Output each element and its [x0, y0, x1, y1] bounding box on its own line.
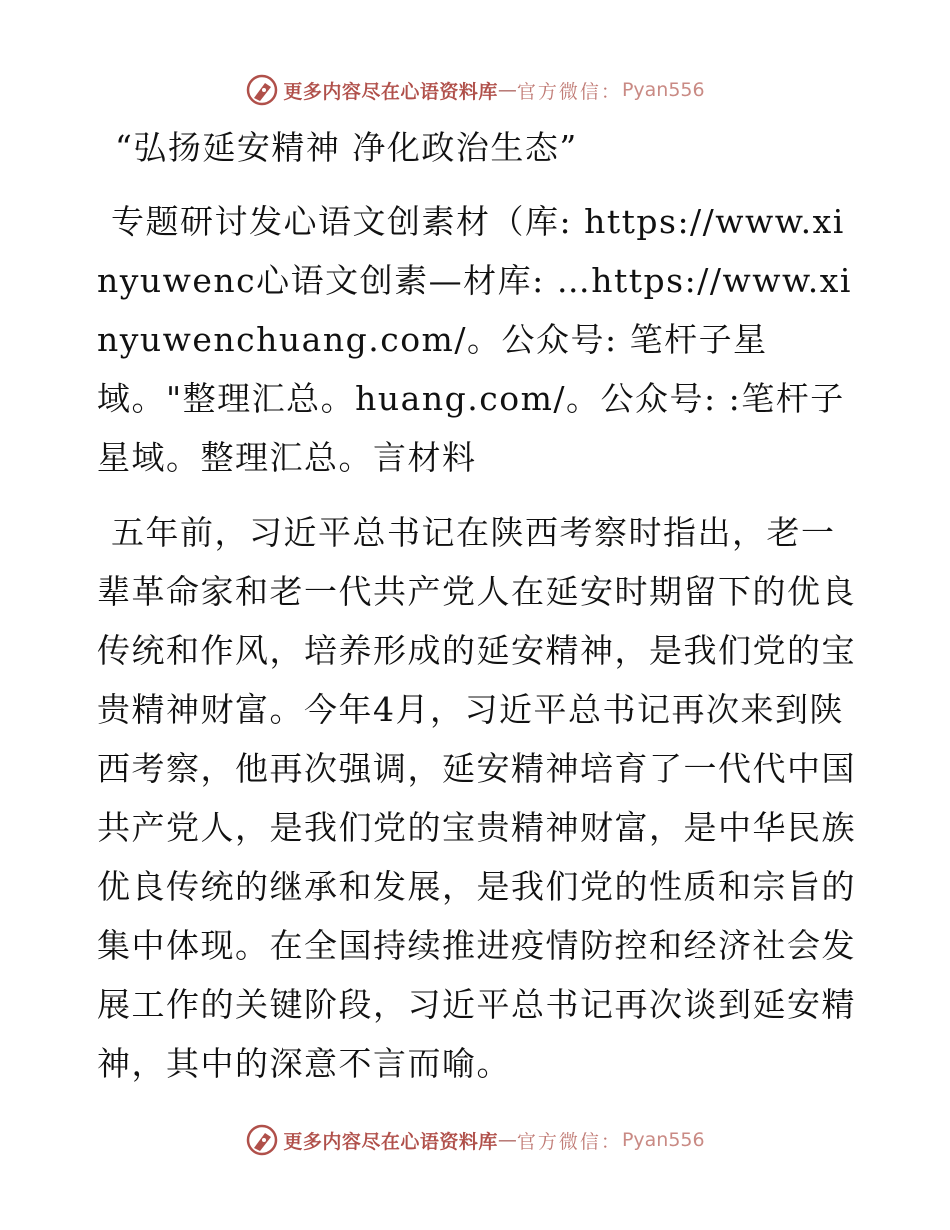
header-watermark-banner — [0, 70, 950, 110]
banner-wechat-id: Pyan556 — [621, 1129, 705, 1151]
banner-brand-text: 更多内容尽在心语资料库 — [283, 1130, 498, 1153]
pen-nib-logo-icon — [245, 1123, 279, 1157]
banner-wechat-label: 官方微信： — [516, 1130, 622, 1153]
document-title: “弘扬延安精神 净化政治生态” — [115, 128, 578, 167]
pen-nib-logo-icon — [245, 73, 279, 107]
banner-brand-text: 更多内容尽在心语资料库 — [283, 80, 498, 103]
banner-separator: — — [497, 1129, 517, 1151]
banner-wechat-id: Pyan556 — [621, 79, 705, 101]
banner-wechat-label: 官方微信： — [516, 80, 622, 103]
banner-separator: — — [497, 79, 517, 101]
document-body — [97, 122, 857, 1109]
paragraph-source-note: 专题研讨发心语文创素材（库: https://www.xinyuwenc心语文创素—材库: …https://www.xinyuwenchuang.com/。公众号: 笔杆子星域。"整理汇总。huang.com/。公众号: :笔杆子星域。整理汇总。言材料 — [97, 202, 852, 477]
paragraph-main: 五年前，习近平总书记在陕西考察时指出，老一辈革命家和老一代共产党人在延安时期留下的优良传统和作风，培养形成的延安精神，是我们党的宝贵精神财富。今年4月，习近平总书记再次来到陕西考察，他再次强调，延安精神培育了一代代中国共产党人，是我们党的宝贵精神财富，是中华民族优良传统的继承和发展，是我们党的性质和宗旨的集中体现。在全国持续推进疫情防控和经济社会发展工作的关键阶段，习近平总书记再次谈到延安精神，其中的深意不言而喻。 — [97, 513, 856, 1083]
footer-watermark-banner — [0, 1120, 950, 1160]
